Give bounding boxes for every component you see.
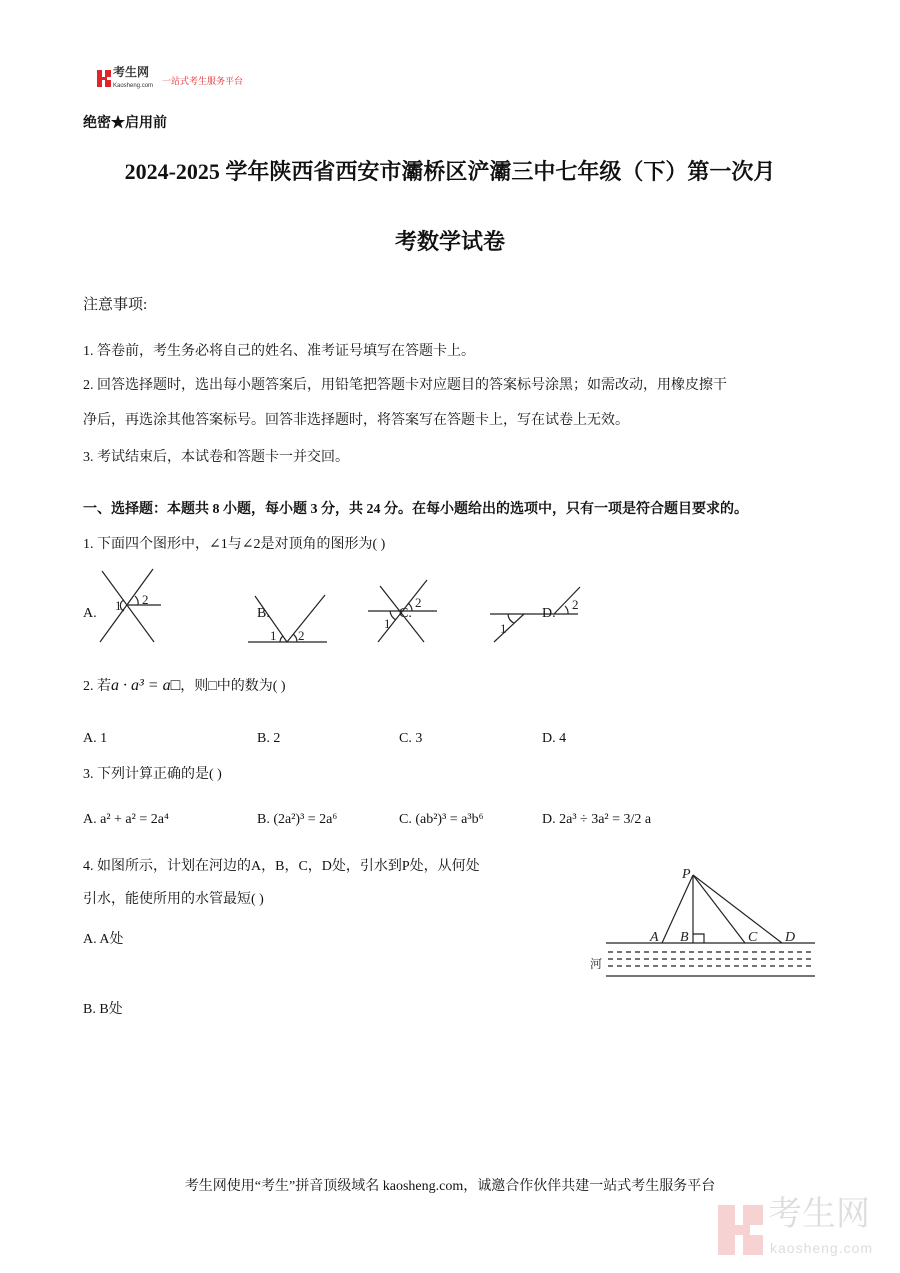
q2-option-a: A. 1 bbox=[83, 731, 108, 746]
watermark-logo-icon bbox=[718, 1205, 768, 1255]
page-title-line2: 考数学试卷 bbox=[394, 229, 505, 254]
point-c: C bbox=[748, 930, 758, 945]
q1-d-angle2: 2 bbox=[572, 597, 579, 612]
q1-a-angle1: 1 bbox=[115, 598, 122, 613]
river-label: 河 bbox=[590, 957, 603, 971]
q1-d-angle1: 1 bbox=[500, 621, 507, 636]
q3-stem: 3. 下列计算正确的是( ) bbox=[83, 767, 222, 782]
q2-option-d: D. 4 bbox=[542, 731, 567, 746]
q1-option-c: C. bbox=[399, 606, 412, 621]
q3-option-d: D. 2a³ ÷ 3a² = 3/2 a bbox=[542, 812, 652, 827]
notice-item: 1. 答卷前，考生务必将自己的姓名、准考证号填写在答题卡上。 bbox=[83, 344, 475, 359]
q3-option-a: A. a² + a² = 2a⁴ bbox=[83, 812, 169, 827]
q1-b-angle1: 1 bbox=[270, 628, 277, 643]
point-d: D bbox=[785, 930, 796, 945]
q2-option-b: B. 2 bbox=[257, 731, 281, 746]
q2-suffix: ，则□中的数为( ) bbox=[180, 679, 286, 694]
point-b: B bbox=[680, 930, 689, 945]
q2-option-c: C. 3 bbox=[399, 731, 423, 746]
notice-item: 净后，再选涂其他答案标号。回答非选择题时，将答案写在答题卡上，写在试卷上无效。 bbox=[83, 413, 629, 428]
q1-figure-d-lines bbox=[490, 587, 580, 642]
logo-domain: Kaosheng.com bbox=[113, 83, 154, 89]
footer-text: 考生网使用“考生”拼音顶级域名 kaosheng.com，诚邀合作伙伴共建一站式考生服务平台 bbox=[184, 1179, 716, 1194]
notice-item: 2. 回答选择题时，选出每小题答案后，用铅笔把答题卡对应题目的答案标号涂黑；如需改动，用橡皮擦干 bbox=[83, 378, 727, 393]
logo-mark-icon bbox=[97, 70, 111, 87]
notice-heading: 注意事项: bbox=[83, 297, 148, 313]
watermark-name: 考生网 bbox=[768, 1195, 870, 1233]
q1-c-angle2: 2 bbox=[415, 595, 422, 610]
q1-a-angle2: 2 bbox=[142, 592, 149, 607]
q1-option-d: D. bbox=[542, 606, 556, 621]
q2-prefix: 2. 若 bbox=[83, 679, 111, 694]
q1-option-b: B. bbox=[257, 606, 270, 621]
q4-stem-line1: 4. 如图所示，计划在河边的A，B，C，D处，引水到P处，从何处 bbox=[83, 859, 480, 874]
q1-stem: 1. 下面四个图形中，∠1与∠2是对顶角的图形为( ) bbox=[83, 537, 386, 552]
q4-option-b: B. B处 bbox=[83, 1002, 123, 1017]
point-p: P bbox=[682, 867, 691, 882]
q4-stem-line2: 引水，能使所用的水管最短( ) bbox=[83, 892, 264, 907]
notice-item: 3. 考试结束后，本试卷和答题卡一并交回。 bbox=[83, 450, 349, 465]
q1-figure-a-lines bbox=[100, 569, 161, 642]
q4-option-a: A. A处 bbox=[83, 932, 124, 947]
secret-label: 绝密★启用前 bbox=[83, 116, 167, 131]
q3-option-c: C. (ab²)³ = a³b⁶ bbox=[399, 812, 484, 827]
page-title-line1: 2024-2025 学年陕西省西安市灞桥区浐灞三中七年级（下）第一次月 bbox=[124, 159, 776, 184]
section-heading: 一、选择题：本题共 8 小题，每小题 3 分，共 24 分。在每小题给出的选项中，只有一项是符合题目要求的。 bbox=[83, 502, 748, 517]
watermark-domain: kaosheng.com bbox=[770, 1240, 874, 1256]
point-a: A bbox=[650, 930, 659, 945]
logo-slogan: 一站式考生服务平台 bbox=[162, 76, 244, 86]
logo-name: 考生网 bbox=[113, 65, 150, 79]
q1-b-angle2: 2 bbox=[298, 628, 305, 643]
q2-formula: a · a³ = a□ bbox=[111, 677, 181, 694]
q3-option-b: B. (2a²)³ = 2a⁶ bbox=[257, 812, 338, 827]
q1-c-angle1: 1 bbox=[384, 616, 391, 631]
q2-stem bbox=[83, 677, 286, 696]
q1-option-a: A. bbox=[83, 606, 97, 621]
